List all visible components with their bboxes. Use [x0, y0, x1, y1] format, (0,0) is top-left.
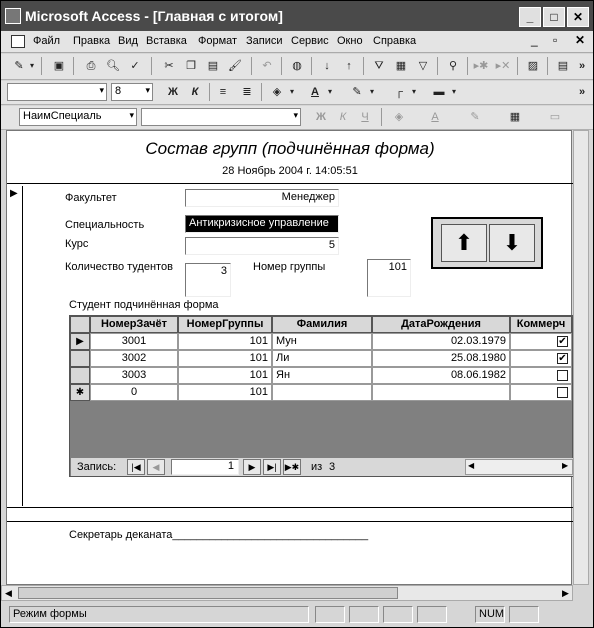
filter-by-form-icon[interactable]: ▦	[395, 60, 407, 72]
col-header-record-book[interactable]: НомерЗачёт	[90, 316, 178, 333]
format-painter-icon[interactable]: 🖌︎	[228, 60, 242, 72]
sort-ascending-icon[interactable]: ↓	[324, 60, 330, 72]
fill-color-icon[interactable]: ◈	[272, 86, 282, 98]
find-icon[interactable]: ⚲	[448, 60, 458, 72]
faculty-label: Факультет	[65, 192, 117, 204]
doc-minimize-icon[interactable]: _	[531, 33, 538, 47]
status-bar	[1, 604, 593, 626]
commercial-checkbox[interactable]	[557, 387, 568, 398]
record-total: 3	[329, 461, 336, 473]
table-cell-birthdate[interactable]: 25.08.1980	[372, 350, 510, 367]
record-selector[interactable]	[7, 186, 23, 506]
object-name-combo[interactable]: НаимСпециаль ▾	[19, 108, 137, 126]
menu-window[interactable]: Окно	[337, 35, 363, 47]
menu-help[interactable]: Справка	[373, 35, 417, 47]
status-mode: Режим формы	[9, 606, 309, 623]
menu-insert[interactable]: Вставка	[146, 35, 187, 47]
undo-icon[interactable]: ↶	[262, 60, 272, 72]
faculty-field[interactable]: Менеджер	[185, 189, 339, 207]
sort-descending-icon[interactable]: ↑	[346, 60, 352, 72]
font-color-icon[interactable]: A	[311, 86, 319, 98]
commercial-checkbox[interactable]: ✔	[558, 336, 567, 347]
toolbar-options-icon[interactable]: »	[578, 60, 586, 72]
effect-disabled-icon[interactable]: ▭	[549, 111, 561, 123]
table-cell-record-book[interactable]: 3001	[90, 333, 178, 350]
borders-icon[interactable]: ▦	[509, 111, 521, 123]
database-window-icon[interactable]: ▤	[557, 60, 569, 72]
table-cell-record-book[interactable]: 3002	[90, 350, 178, 367]
line-color-icon[interactable]: ✎	[352, 86, 362, 98]
table-cell-commercial	[510, 333, 572, 350]
table-cell-group[interactable]: 101	[178, 367, 272, 384]
apply-filter-icon[interactable]: ▽	[418, 60, 428, 72]
group-number-label: Номер группы	[253, 261, 326, 273]
menu-edit[interactable]: Правка	[73, 35, 111, 47]
students-count-label: Количество тудентов	[65, 261, 173, 273]
fill-color-dropdown-icon[interactable]: ▾	[289, 87, 294, 96]
access-app-icon[interactable]	[5, 8, 21, 24]
record-navigation	[71, 458, 573, 476]
commercial-checkbox[interactable]: ✔	[558, 353, 567, 364]
doc-restore-icon[interactable]: ▫	[553, 33, 558, 47]
row-selector[interactable]	[70, 367, 90, 384]
form-view-toolbar	[1, 54, 593, 80]
font-size-combo[interactable]: 8 ▾	[111, 83, 153, 101]
status-pane	[417, 606, 447, 623]
line-width-dropdown-icon[interactable]: ▾	[411, 87, 416, 96]
view-dropdown-icon[interactable]: ▾	[29, 61, 34, 70]
hyperlink-icon[interactable]: ◍	[292, 60, 302, 72]
commercial-checkbox[interactable]	[557, 370, 568, 381]
font-color-disabled-icon[interactable]: A	[431, 111, 439, 123]
align-left-icon[interactable]: ≡	[219, 86, 227, 98]
spelling-icon[interactable]: ✓	[130, 60, 140, 72]
menu-records[interactable]: Записи	[246, 35, 283, 47]
form-client-area	[6, 130, 572, 585]
close-button[interactable]: ✕	[567, 7, 589, 27]
form-vertical-scrollbar[interactable]	[573, 130, 589, 585]
table-cell-surname[interactable]: Ян	[272, 367, 372, 384]
formatting-toolbar	[1, 81, 593, 105]
course-label: Курс	[65, 238, 89, 250]
record-of-label: из	[311, 461, 323, 473]
table-cell-birthdate[interactable]	[372, 384, 510, 401]
formatting-options-icon[interactable]: »	[578, 86, 586, 98]
title-bar	[1, 1, 593, 31]
first-record-button[interactable]: |◀	[127, 459, 145, 475]
current-record-field[interactable]: 1	[171, 459, 239, 475]
cut-icon[interactable]: ✂	[164, 60, 174, 72]
print-preview-icon[interactable]: 🔍︎	[106, 60, 120, 72]
table-cell-commercial	[510, 350, 572, 367]
table-cell-birthdate[interactable]: 02.03.1979	[372, 333, 510, 350]
hscroll-thumb[interactable]	[18, 587, 398, 599]
course-field[interactable]: 5	[185, 237, 339, 255]
arrow-down-icon: ⬇	[502, 230, 522, 255]
prev-group-button[interactable]	[441, 224, 487, 262]
group-nav-frame	[431, 217, 543, 269]
table-cell-surname[interactable]: Ли	[272, 350, 372, 367]
table-cell-surname[interactable]	[272, 384, 372, 401]
italic-disabled-icon[interactable]: К	[339, 111, 347, 123]
properties-icon[interactable]: ▨	[527, 60, 539, 72]
form-doc-icon[interactable]	[11, 35, 25, 48]
current-record-icon: ▶	[10, 188, 18, 199]
form-horizontal-scrollbar[interactable]	[1, 585, 573, 601]
menu-tools[interactable]: Сервис	[291, 35, 329, 47]
status-pane	[509, 606, 539, 623]
table-cell-group[interactable]: 101	[178, 333, 272, 350]
prev-record-button[interactable]: ◀	[147, 459, 165, 475]
status-pane	[315, 606, 345, 623]
table-cell-record-book[interactable]: 0	[90, 384, 178, 401]
menu-file[interactable]: Файл	[33, 35, 61, 47]
delete-record-icon[interactable]: ▸✕	[495, 60, 511, 72]
subform-label: Студент подчинённая форма	[69, 299, 219, 311]
subform-hscroll[interactable]	[465, 459, 573, 475]
status-num: NUM	[475, 606, 505, 623]
table-cell-group[interactable]: 101	[178, 350, 272, 367]
new-record-icon[interactable]: ▸✱	[473, 60, 489, 72]
line-color-dropdown-icon[interactable]: ▾	[369, 87, 374, 96]
object-font-combo[interactable]: ▾	[141, 108, 301, 126]
special-effect-dropdown-icon[interactable]: ▾	[451, 87, 456, 96]
specialty-label: Специальность	[65, 219, 145, 231]
table-cell-birthdate[interactable]: 08.06.1982	[372, 367, 510, 384]
scroll-left-icon[interactable]: ◀	[468, 461, 475, 470]
status-pane	[383, 606, 413, 623]
paste-icon[interactable]: ▤	[207, 60, 219, 72]
object-toolbar	[1, 106, 593, 130]
next-group-button[interactable]	[489, 224, 535, 262]
status-pane	[349, 606, 379, 623]
doc-close-icon[interactable]: ✕	[575, 33, 586, 47]
footer-secretary: Секретарь деканата________________________________	[69, 529, 369, 541]
form-title: Состав групп (подчинённая форма)	[145, 139, 435, 158]
print-icon[interactable]: ⎙	[86, 60, 96, 72]
save-icon[interactable]: ▣	[53, 60, 65, 72]
maximize-button[interactable]: □	[543, 7, 565, 27]
col-header-surname[interactable]: Фамилия	[272, 316, 372, 333]
group-number-field[interactable]: 101	[367, 259, 411, 297]
col-header-commercial[interactable]: Коммерч	[510, 316, 572, 333]
menu-view[interactable]: Вид	[118, 35, 138, 47]
hscroll-right-icon[interactable]: ▶	[562, 588, 569, 598]
menu-bar	[1, 31, 593, 53]
underline-disabled-icon[interactable]: Ч	[361, 111, 369, 123]
student-subform	[69, 315, 573, 477]
record-label: Запись:	[77, 461, 117, 473]
minimize-button[interactable]: _	[519, 7, 541, 27]
last-record-button[interactable]: ▶|	[263, 459, 281, 475]
new-row-selector[interactable]: ✱	[70, 384, 90, 401]
table-cell-surname[interactable]: Мун	[272, 333, 372, 350]
special-effect-icon[interactable]: ▬	[433, 86, 445, 98]
menu-format[interactable]: Формат	[198, 35, 238, 47]
bold-icon[interactable]: Ж	[168, 86, 178, 98]
table-cell-commercial	[510, 384, 572, 401]
view-icon[interactable]: ✎	[14, 60, 24, 72]
bold-disabled-icon[interactable]: Ж	[316, 111, 326, 123]
row-selector[interactable]: ▶	[70, 333, 90, 350]
specialty-field[interactable]: Антикризисное управление	[185, 215, 339, 233]
table-cell-group[interactable]: 101	[178, 384, 272, 401]
hscroll-left-icon[interactable]: ◀	[5, 588, 12, 598]
copy-icon[interactable]: ❐	[186, 60, 196, 72]
fill-disabled-icon[interactable]: ◈	[394, 111, 404, 123]
next-record-button[interactable]: ▶	[243, 459, 261, 475]
col-header-group-number[interactable]: НомерГруппы	[178, 316, 272, 333]
datasheet-corner[interactable]	[70, 316, 90, 333]
arrow-up-icon: ⬆	[454, 230, 474, 255]
filter-by-selection-icon[interactable]: ⛛	[374, 60, 384, 72]
italic-icon[interactable]: К	[191, 86, 199, 98]
table-cell-commercial	[510, 367, 572, 384]
align-right-icon[interactable]: ≣	[242, 86, 252, 98]
students-count-field[interactable]: 3	[185, 263, 231, 297]
new-record-button[interactable]: ▶✱	[283, 459, 301, 475]
window-title: Microsoft Access - [Главная с итогом]	[25, 8, 283, 24]
table-cell-record-book[interactable]: 3003	[90, 367, 178, 384]
scroll-right-icon[interactable]: ▶	[562, 461, 569, 470]
col-header-birthdate[interactable]: ДатаРождения	[372, 316, 510, 333]
line-color-disabled-icon[interactable]: ✎	[470, 111, 480, 123]
form-date: 28 Ноябрь 2004 г. 14:05:51	[222, 165, 358, 177]
row-selector[interactable]	[70, 350, 90, 367]
font-name-combo[interactable]: ▾	[7, 83, 107, 101]
line-width-icon[interactable]: ┌	[395, 86, 403, 98]
font-color-dropdown-icon[interactable]: ▾	[327, 87, 332, 96]
